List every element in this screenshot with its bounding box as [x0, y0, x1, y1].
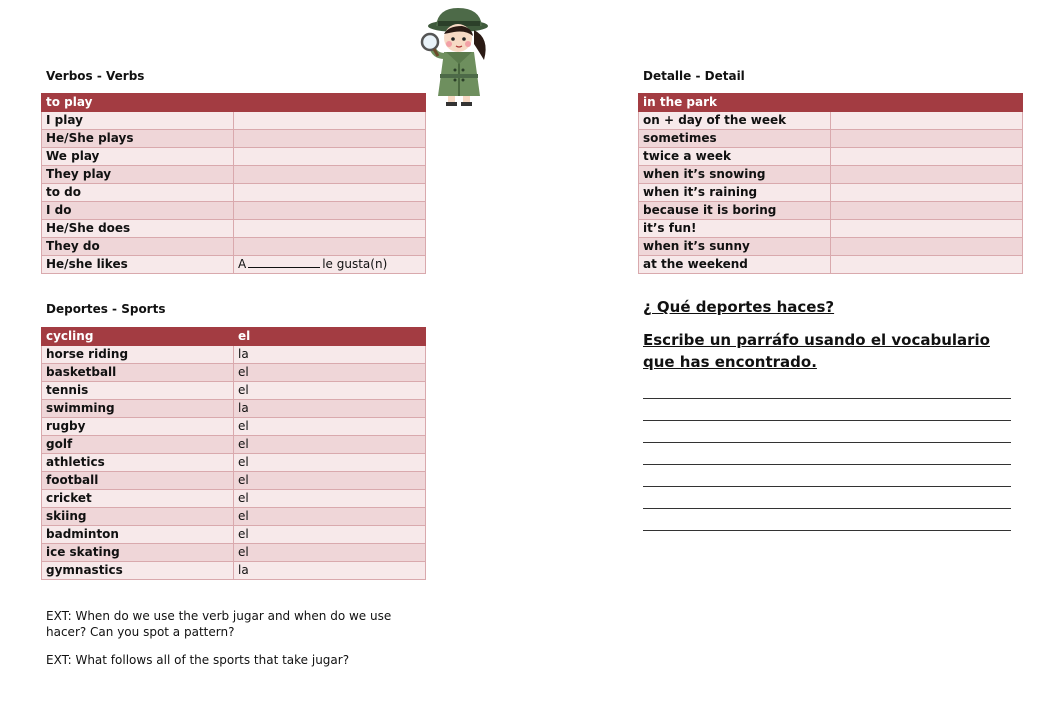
term-cell: golf [42, 436, 234, 454]
term-cell: because it is boring [639, 202, 831, 220]
answer-cell[interactable] [234, 112, 426, 130]
term-cell: at the weekend [639, 256, 831, 274]
table-row [42, 436, 426, 454]
term-cell: horse riding [42, 346, 234, 364]
table-row [42, 454, 426, 472]
table-row [42, 418, 426, 436]
table-row [42, 220, 426, 238]
detective-illustration [418, 4, 496, 106]
term-cell: badminton [42, 526, 234, 544]
table-row [639, 256, 1023, 274]
verbs-title: Verbos - Verbs [46, 69, 145, 83]
term-cell: I do [42, 202, 234, 220]
answer-cell[interactable] [234, 148, 426, 166]
table-row [639, 238, 1023, 256]
answer-cell[interactable] [831, 184, 1023, 202]
term-cell: football [42, 472, 234, 490]
term-cell: skiing [42, 508, 234, 526]
term-cell: it’s fun! [639, 220, 831, 238]
term-cell: in the park [639, 94, 831, 112]
term-cell: sometimes [639, 130, 831, 148]
table-row [42, 130, 426, 148]
term-cell: He/She plays [42, 130, 234, 148]
table-row [639, 130, 1023, 148]
table-row [639, 148, 1023, 166]
answer-cell[interactable]: el [234, 490, 426, 508]
sports-title: Deportes - Sports [46, 302, 166, 316]
table-row [42, 328, 426, 346]
writing-instruction: Escribe un parráfo usando el vocabulario que has encontrado. [643, 331, 990, 371]
answer-cell[interactable] [234, 130, 426, 148]
table-row [42, 166, 426, 184]
term-cell: when it’s snowing [639, 166, 831, 184]
table-row [639, 220, 1023, 238]
answer-cell[interactable] [831, 94, 1023, 112]
table-row [639, 184, 1023, 202]
term-cell: twice a week [639, 148, 831, 166]
cell-prefix: A [238, 257, 247, 271]
table-row [42, 508, 426, 526]
table-row [42, 562, 426, 580]
table-row [42, 238, 426, 256]
answer-cell[interactable] [831, 166, 1023, 184]
answer-cell[interactable]: el [234, 508, 426, 526]
writing-line[interactable] [643, 442, 1011, 443]
ext-question-2: EXT: What follows all of the sports that take jugar? [46, 653, 350, 667]
writing-line[interactable] [643, 486, 1011, 487]
table-row [42, 184, 426, 202]
answer-cell[interactable]: el [234, 526, 426, 544]
answer-cell[interactable]: el [234, 364, 426, 382]
term-cell: to play [42, 94, 234, 112]
term-cell: cricket [42, 490, 234, 508]
answer-cell[interactable] [234, 238, 426, 256]
table-row [639, 112, 1023, 130]
verbs-table [41, 93, 426, 274]
table-row [42, 364, 426, 382]
writing-line[interactable] [643, 420, 1011, 421]
detail-table [638, 93, 1023, 274]
term-cell: basketball [42, 364, 234, 382]
writing-line[interactable] [643, 464, 1011, 465]
answer-cell[interactable] [234, 166, 426, 184]
table-row [42, 544, 426, 562]
table-row [42, 202, 426, 220]
answer-cell[interactable]: el [234, 328, 426, 346]
term-cell: We play [42, 148, 234, 166]
answer-cell[interactable] [234, 220, 426, 238]
answer-cell[interactable]: el [234, 472, 426, 490]
term-cell: ice skating [42, 544, 234, 562]
answer-cell[interactable] [234, 202, 426, 220]
table-row [42, 526, 426, 544]
ext-question-1: EXT: When do we use the verb jugar and when do we use hacer? Can you spot a pattern? [46, 609, 392, 639]
writing-line[interactable] [643, 530, 1011, 531]
term-cell: gymnastics [42, 562, 234, 580]
term-cell: He/she likes [42, 256, 234, 274]
writing-line[interactable] [643, 508, 1011, 509]
term-cell: swimming [42, 400, 234, 418]
term-cell: athletics [42, 454, 234, 472]
term-cell: when it’s raining [639, 184, 831, 202]
answer-cell[interactable]: la [234, 562, 426, 580]
detail-title: Detalle - Detail [643, 69, 745, 83]
term-cell: tennis [42, 382, 234, 400]
answer-cell[interactable] [831, 112, 1023, 130]
fill-in-cell[interactable] [234, 256, 426, 274]
answer-cell[interactable] [831, 148, 1023, 166]
term-cell: on + day of the week [639, 112, 831, 130]
answer-cell[interactable]: el [234, 436, 426, 454]
table-row [42, 256, 426, 274]
term-cell: They play [42, 166, 234, 184]
term-cell: cycling [42, 328, 234, 346]
answer-cell[interactable] [234, 94, 426, 112]
table-row [42, 382, 426, 400]
table-row [42, 472, 426, 490]
answer-cell[interactable] [831, 130, 1023, 148]
answer-cell[interactable]: la [234, 400, 426, 418]
answer-cell[interactable] [831, 256, 1023, 274]
answer-blank[interactable] [248, 256, 320, 268]
table-row [42, 490, 426, 508]
term-cell: He/She does [42, 220, 234, 238]
sports-table [41, 327, 426, 580]
answer-cell[interactable] [831, 202, 1023, 220]
table-row [639, 94, 1023, 112]
term-cell: I play [42, 112, 234, 130]
table-row [42, 94, 426, 112]
table-row [42, 112, 426, 130]
writing-line[interactable] [643, 398, 1011, 399]
answer-cell[interactable] [234, 184, 426, 202]
table-row [639, 166, 1023, 184]
answer-cell[interactable] [831, 220, 1023, 238]
writing-question: ¿ Qué deportes haces? [643, 298, 835, 316]
table-row [639, 202, 1023, 220]
answer-cell[interactable] [831, 238, 1023, 256]
term-cell: They do [42, 238, 234, 256]
answer-cell[interactable]: el [234, 544, 426, 562]
answer-cell[interactable]: el [234, 454, 426, 472]
table-row [42, 400, 426, 418]
answer-cell[interactable]: la [234, 346, 426, 364]
term-cell: rugby [42, 418, 234, 436]
cell-suffix: le gusta(n) [322, 257, 388, 271]
answer-cell[interactable]: el [234, 382, 426, 400]
term-cell: to do [42, 184, 234, 202]
table-row [42, 346, 426, 364]
term-cell: when it’s sunny [639, 238, 831, 256]
table-row [42, 148, 426, 166]
answer-cell[interactable]: el [234, 418, 426, 436]
